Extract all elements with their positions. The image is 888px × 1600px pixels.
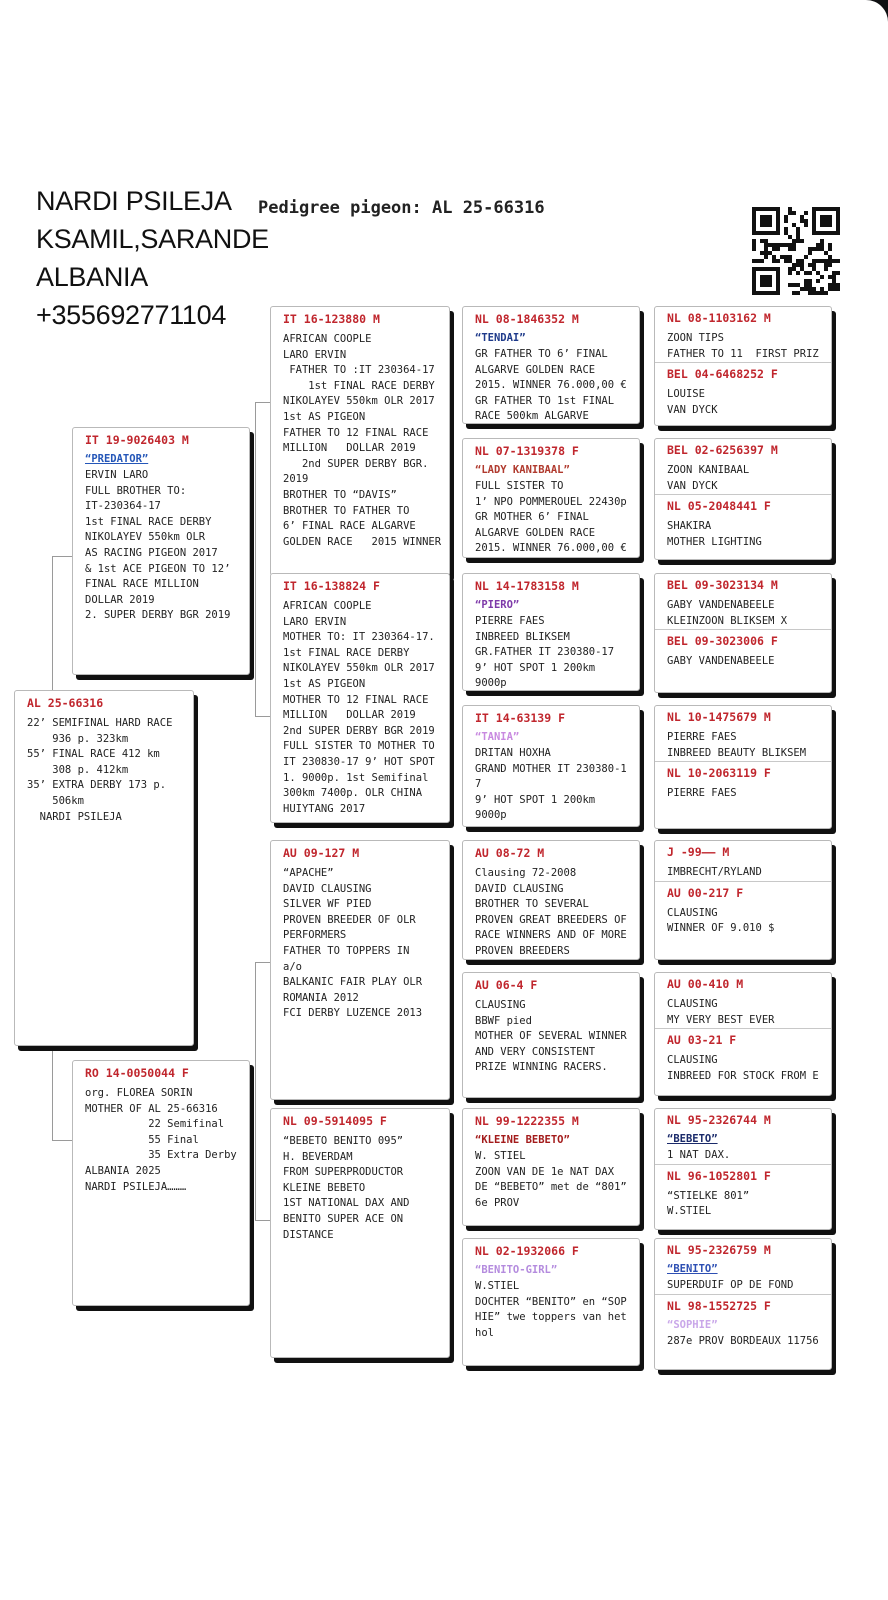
great-great-grandparent-pigeon-name: “SOPHIE” <box>667 1318 718 1331</box>
grandparent-line: MOTHER TO: IT 230364-17. <box>283 631 435 644</box>
grandparent-line: BENITO SUPER ACE ON <box>283 1212 404 1225</box>
grandparent-line: 1st FINAL RACE DERBY <box>283 646 410 659</box>
great-great-grandparent-ring-number: J -99—— M <box>667 845 730 859</box>
great-grandparent-ring-number: NL 08-1846352 M <box>475 312 579 326</box>
sire-line: ERVIN LARO <box>85 469 149 481</box>
grandparent-line: 2nd SUPER DERBY BGR 2019 <box>283 724 435 737</box>
great-great-grandparent-pair <box>654 438 832 560</box>
great-grandparent-line: AND VERY CONSISTENT <box>475 1045 596 1058</box>
owner-country: ALBANIA <box>36 262 148 292</box>
great-great-grandparent-ring-number: BEL 04-6468252 F <box>667 367 778 382</box>
great-grandparent-line: RACE 500km ALGARVE <box>475 410 589 423</box>
great-great-grandparent-ring-number: NL 08-1103162 M <box>667 311 771 325</box>
grandparent-line: BALKANIC FAIR PLAY OLR <box>283 976 423 989</box>
grandparent-line: AFRICAN COOPLE <box>283 600 372 612</box>
grandparent-line: MOTHER TO 12 FINAL RACE <box>283 693 429 706</box>
great-great-grandparent-line: ZOON KANIBAAL <box>667 464 750 476</box>
great-grandparent-line: GR FATHER TO 1st FINAL <box>475 394 615 407</box>
great-grandparent-line: hol <box>475 1326 494 1339</box>
great-great-grandparent-section <box>655 494 831 550</box>
great-grandparent-line: GR MOTHER 6’ FINAL <box>475 511 589 524</box>
grandparent-ring-number: NL 09-5914095 F <box>283 1114 387 1128</box>
grandparent-box <box>270 306 450 576</box>
dam-ring-number: RO 14-0050044 F <box>85 1066 189 1080</box>
great-great-grandparent-section <box>655 307 831 362</box>
grandparent-section <box>271 574 449 817</box>
great-grandparent-line: FULL SISTER TO <box>475 480 564 492</box>
sire-box <box>72 427 250 675</box>
grandparent-line: GOLDEN RACE 2015 WINNER <box>283 535 442 548</box>
great-grandparent-line: GR FATHER TO 6’ FINAL <box>475 348 608 360</box>
great-grandparent-box <box>462 438 640 558</box>
great-great-grandparent-line: MY VERY BEST EVER <box>667 1013 775 1026</box>
great-grandparent-box <box>462 306 640 424</box>
great-grandparent-line: DOCHTER “BENITO” en “SOP <box>475 1295 627 1308</box>
great-grandparent-line: 6e PROV <box>475 1196 520 1209</box>
great-grandparent-box <box>462 840 640 960</box>
great-grandparent-ring-number: AU 08-72 M <box>475 846 545 860</box>
subject-details <box>27 716 185 825</box>
sire-line: 2. SUPER DERBY BGR 2019 <box>85 609 231 622</box>
connector-line <box>255 402 270 403</box>
great-great-grandparent-section <box>655 574 831 629</box>
grandparent-line: “APACHE” <box>283 867 334 879</box>
page-title: Pedigree pigeon: AL 25-66316 <box>258 198 545 218</box>
grandparent-section <box>271 841 449 1022</box>
great-grandparent-pigeon-name: “LADY KANIBAAL” <box>475 464 570 476</box>
subject-line: 35’ EXTRA DERBY 173 p. <box>27 779 167 792</box>
grandparent-line: HUIYTANG 2017 <box>283 802 366 815</box>
great-great-grandparent-line: CLAUSING <box>667 1054 718 1067</box>
great-grandparent-line: PROVEN GREAT BREEDERS OF <box>475 913 627 926</box>
connector-line <box>255 962 256 1220</box>
connector-line <box>52 1140 72 1141</box>
great-great-grandparent-ring-number: BEL 09-3023006 F <box>667 634 778 649</box>
grandparent-line: LARO ERVIN <box>283 348 347 361</box>
great-grandparent-box <box>462 573 640 691</box>
great-great-grandparent-section <box>655 439 831 494</box>
sire-line: AS RACING PIGEON 2017 <box>85 546 218 559</box>
great-grandparent-line: W.STIEL <box>475 1280 520 1292</box>
sire-pigeon-name: “PREDATOR” <box>85 453 149 465</box>
great-grandparent-section <box>463 1109 639 1211</box>
sire-line: DOLLAR 2019 <box>85 593 155 606</box>
great-grandparent-line: HIE” twe toppers van het <box>475 1311 627 1324</box>
sire-line: IT-230364-17 <box>85 500 161 513</box>
connector-line <box>255 716 270 717</box>
grandparent-line: MILLION DOLLAR 2019 <box>283 442 416 455</box>
grandparent-line: NIKOLAYEV 550km OLR 2017 <box>283 395 435 408</box>
great-great-grandparent-line: ZOON TIPS <box>667 332 724 344</box>
great-grandparent-line: PRIZE WINNING RACERS. <box>475 1061 608 1074</box>
grandparent-line: 300km 7400p. OLR CHINA <box>283 787 423 800</box>
great-grandparent-line: DRITAN HOXHA <box>475 747 551 759</box>
great-great-grandparent-line: PIERRE FAES <box>667 731 737 743</box>
great-great-grandparent-ring-number: NL 98-1552725 F <box>667 1298 771 1313</box>
great-great-grandparent-line: 1 NAT DAX. <box>667 1149 731 1161</box>
great-great-grandparent-pair <box>654 573 832 693</box>
great-grandparent-line: 9’ HOT SPOT 1 200km <box>475 793 596 806</box>
great-grandparent-ring-number: NL 07-1319378 F <box>475 444 579 458</box>
great-great-grandparent-section <box>655 841 831 881</box>
great-grandparent-line: W. STIEL <box>475 1150 526 1162</box>
sire-details <box>85 468 241 624</box>
great-grandparent-line: 1’ NPO POMMEROUEL 22430p <box>475 495 627 508</box>
grandparent-line: 2nd SUPER DERBY BGR. <box>283 457 429 470</box>
grandparent-ring-number: IT 16-138824 F <box>283 579 380 593</box>
connector-line <box>52 556 53 690</box>
great-great-grandparent-section <box>655 973 831 1028</box>
great-great-grandparent-pigeon-name: “BEBETO” <box>667 1133 718 1145</box>
connector-line <box>255 402 256 716</box>
great-grandparent-line: CLAUSING <box>475 999 526 1011</box>
great-grandparent-section <box>463 973 639 1076</box>
great-great-grandparent-ring-number: BEL 09-3023134 M <box>667 578 778 592</box>
great-grandparent-pigeon-name: “PIERO” <box>475 599 520 611</box>
grandparent-ring-number: IT 16-123880 M <box>283 312 380 326</box>
great-grandparent-box <box>462 705 640 827</box>
grandparent-line: BROTHER TO “DAVIS” <box>283 488 397 501</box>
grandparent-line: ROMANIA 2012 <box>283 991 359 1004</box>
great-grandparent-line: GRAND MOTHER IT 230380-1 <box>475 762 627 775</box>
grandparent-box <box>270 840 450 1100</box>
great-great-grandparent-pigeon-name: “BENITO” <box>667 1263 718 1275</box>
great-great-grandparent-pair <box>654 1238 832 1370</box>
grandparent-ring-number: AU 09-127 M <box>283 846 360 860</box>
grandparent-line: 1st AS PIGEON <box>283 677 366 690</box>
grandparent-line: BROTHER TO FATHER TO <box>283 504 410 517</box>
great-great-grandparent-line: CLAUSING <box>667 906 718 919</box>
dam-line: 35 Extra Derby <box>85 1149 237 1162</box>
great-great-grandparent-section <box>655 1164 831 1220</box>
connector-line <box>52 556 72 557</box>
great-great-grandparent-ring-number: AU 03-21 F <box>667 1033 737 1048</box>
great-grandparent-line: PROVEN BREEDERS <box>475 944 570 957</box>
great-grandparent-line: DE “BEBETO” met de “801” <box>475 1181 627 1194</box>
great-grandparent-section <box>463 841 639 960</box>
great-great-grandparent-line: CLAUSING <box>667 998 718 1010</box>
great-grandparent-pigeon-name: “BENITO-GIRL” <box>475 1264 558 1276</box>
great-great-grandparent-ring-number: NL 95-2326744 M <box>667 1113 771 1127</box>
grandparent-line: a/o <box>283 960 302 973</box>
great-great-grandparent-line: W.STIEL <box>667 1205 712 1218</box>
sire-line: FINAL RACE MILLION <box>85 578 199 591</box>
dam-line: MOTHER OF AL 25-66316 <box>85 1102 218 1115</box>
dam-details <box>85 1086 241 1195</box>
great-great-grandparent-line: SUPERDUIF OP DE FOND <box>667 1279 794 1291</box>
connector-line <box>255 962 270 963</box>
great-grandparent-ring-number: NL 99-1222355 M <box>475 1114 579 1128</box>
grandparent-line: KLEINE BEBETO <box>283 1181 366 1194</box>
grandparent-line: NIKOLAYEV 550km OLR 2017 <box>283 662 435 675</box>
great-grandparent-line: INBREED BLIKSEM <box>475 630 570 643</box>
great-great-grandparent-section <box>655 761 831 802</box>
subject-line: 936 p. 323km <box>27 732 129 745</box>
grandparent-line: MILLION DOLLAR 2019 <box>283 709 416 722</box>
grandparent-line: DAVID CLAUSING <box>283 882 372 895</box>
great-great-grandparent-ring-number: NL 05-2048441 F <box>667 499 771 514</box>
owner-name: NARDI PSILEJA <box>36 186 232 216</box>
great-great-grandparent-section <box>655 362 831 418</box>
great-great-grandparent-line: GABY VANDENABEELE <box>667 655 775 668</box>
connector-line <box>52 1040 53 1140</box>
grandparent-line: PERFORMERS <box>283 929 347 942</box>
grandparent-line: FATHER TO :IT 230364-17 <box>283 364 435 377</box>
great-grandparent-section <box>463 439 639 557</box>
grandparent-section <box>271 307 449 550</box>
great-grandparent-line: RACE WINNERS AND OF MORE <box>475 929 627 942</box>
great-grandparent-line: 7 <box>475 778 482 791</box>
great-great-grandparent-ring-number: NL 96-1052801 F <box>667 1168 771 1183</box>
grandparent-line: FULL SISTER TO MOTHER TO <box>283 740 435 753</box>
great-great-grandparent-section <box>655 629 831 670</box>
great-grandparent-line: BBWF pied <box>475 1014 532 1027</box>
great-grandparent-ring-number: NL 02-1932066 F <box>475 1244 579 1258</box>
great-grandparent-line: PIERRE FAES <box>475 615 545 627</box>
owner-phone: +355692771104 <box>36 300 227 330</box>
great-grandparent-line: MOTHER OF SEVERAL WINNER <box>475 1030 627 1043</box>
great-grandparent-pigeon-name: “KLEINE BEBETO” <box>475 1134 570 1146</box>
great-grandparent-section <box>463 307 639 424</box>
grandparent-line: FATHER TO 12 FINAL RACE <box>283 426 429 439</box>
connector-line <box>255 1220 270 1221</box>
qr-code <box>752 207 840 295</box>
great-great-grandparent-line: INBREED BEAUTY BLIKSEM <box>667 746 807 759</box>
grandparent-line: PROVEN BREEDER OF OLR <box>283 913 416 926</box>
grandparent-line: FCI DERBY LUZENCE 2013 <box>283 1007 423 1020</box>
great-grandparent-line: ALGARVE GOLDEN RACE <box>475 363 596 376</box>
great-grandparent-box <box>462 972 640 1098</box>
grandparent-line: DISTANCE <box>283 1228 334 1241</box>
great-grandparent-ring-number: IT 14-63139 F <box>475 711 566 725</box>
great-grandparent-line: 9000p <box>475 677 507 690</box>
great-great-grandparent-line: LOUISE <box>667 388 705 401</box>
grandparent-line: 1st AS PIGEON <box>283 410 366 423</box>
great-great-grandparent-pair <box>654 972 832 1096</box>
great-great-grandparent-line: INBREED FOR STOCK FROM E <box>667 1069 819 1082</box>
great-grandparent-section <box>463 706 639 824</box>
grandparent-box <box>270 1108 450 1358</box>
great-great-grandparent-ring-number: AU 00-217 F <box>667 885 744 900</box>
great-grandparent-section <box>463 574 639 691</box>
great-great-grandparent-section <box>655 1109 831 1164</box>
dam-line: 55 Final <box>85 1133 199 1146</box>
grandparent-box <box>270 573 450 823</box>
great-grandparent-line: 2015. WINNER 76.000,00 € <box>475 542 627 555</box>
great-great-grandparent-line: SHAKIRA <box>667 520 712 533</box>
great-grandparent-line: ZOON VAN DE 1e NAT DAX <box>475 1165 615 1178</box>
great-great-grandparent-line: GABY VANDENABEELE <box>667 599 775 611</box>
grandparent-line: 1st FINAL RACE DERBY <box>283 379 435 392</box>
grandparent-section <box>271 1109 449 1243</box>
great-great-grandparent-section <box>655 706 831 761</box>
dam-section <box>73 1061 249 1195</box>
great-great-grandparent-ring-number: AU 00-410 M <box>667 977 744 991</box>
subject-line: 22’ SEMIFINAL HARD RACE <box>27 717 173 729</box>
great-grandparent-box <box>462 1108 640 1226</box>
grandparent-line: “BEBETO BENITO 095” <box>283 1135 404 1147</box>
sire-ring-number: IT 19-9026403 M <box>85 433 189 447</box>
great-grandparent-line: 9000p <box>475 809 507 822</box>
great-great-grandparent-pair <box>654 1108 832 1230</box>
grandparent-line: FROM SUPERPRODUCTOR <box>283 1166 404 1179</box>
great-grandparent-line: ALGARVE GOLDEN RACE <box>475 526 596 539</box>
great-grandparent-ring-number: NL 14-1783158 M <box>475 579 579 593</box>
dam-box <box>72 1060 250 1306</box>
grandparent-line: 1ST NATIONAL DAX AND <box>283 1197 410 1210</box>
great-great-grandparent-line: MOTHER LIGHTING <box>667 535 762 548</box>
great-great-grandparent-pair <box>654 306 832 426</box>
sire-line: 1st FINAL RACE DERBY <box>85 515 212 528</box>
great-great-grandparent-section <box>655 881 831 937</box>
great-great-grandparent-line: “STIELKE 801” <box>667 1189 750 1202</box>
dam-line: 22 Semifinal <box>85 1118 225 1131</box>
great-great-grandparent-line: IMBRECHT/RYLAND <box>667 866 762 878</box>
subject-line: NARDI PSILEJA <box>27 810 122 823</box>
great-grandparent-ring-number: AU 06-4 F <box>475 978 538 992</box>
grandparent-line: 2019 <box>283 473 309 486</box>
dam-line: ALBANIA 2025 <box>85 1164 161 1177</box>
grandparent-line: 1. 9000p. 1st Semifinal <box>283 771 429 784</box>
great-great-grandparent-ring-number: NL 95-2326759 M <box>667 1243 771 1257</box>
great-great-grandparent-line: KLEINZOON BLIKSEM X <box>667 614 788 627</box>
great-great-grandparent-pair <box>654 705 832 829</box>
grandparent-line: IT 230830-17 9’ HOT SPOT <box>283 755 435 768</box>
great-great-grandparent-line: WINNER OF 9.010 $ <box>667 922 775 935</box>
subject-box <box>14 690 194 1046</box>
great-great-grandparent-section <box>655 1239 831 1294</box>
great-grandparent-box <box>462 1238 640 1366</box>
sire-line: & 1st ACE PIGEON TO 12’ <box>85 562 231 575</box>
great-great-grandparent-ring-number: NL 10-1475679 M <box>667 710 771 724</box>
grandparent-line: LARO ERVIN <box>283 615 347 628</box>
great-great-grandparent-ring-number: BEL 02-6256397 M <box>667 443 778 457</box>
great-great-grandparent-pair <box>654 840 832 960</box>
great-grandparent-line: BROTHER TO SEVERAL <box>475 898 589 911</box>
subject-line: 308 p. 412km <box>27 763 129 776</box>
owner-location: KSAMIL,SARANDE <box>36 224 269 254</box>
great-grandparent-line: Clausing 72-2008 <box>475 867 577 879</box>
subject-line: 55’ FINAL RACE 412 km <box>27 748 160 761</box>
great-great-grandparent-line: VAN DYCK <box>667 403 718 416</box>
great-grandparent-section <box>463 1239 639 1341</box>
subject-section <box>15 691 193 825</box>
dam-line: NARDI PSILEJA……… <box>85 1180 187 1193</box>
great-great-grandparent-section <box>655 1028 831 1084</box>
sire-line: NIKOLAYEV 550km OLR <box>85 531 206 544</box>
subject-line: 506km <box>27 794 84 807</box>
grandparent-line: SILVER WF PIED <box>283 898 372 911</box>
great-grandparent-line: 9’ HOT SPOT 1 200km <box>475 661 596 674</box>
great-great-grandparent-line: VAN DYCK <box>667 479 718 492</box>
great-grandparent-pigeon-name: “TANIA” <box>475 731 520 743</box>
subject-ring-number: AL 25-66316 <box>27 696 104 710</box>
great-grandparent-pigeon-name: “TENDAI” <box>475 332 526 344</box>
great-grandparent-line: 2015. WINNER 76.000,00 € <box>475 379 627 392</box>
grandparent-line: AFRICAN COOPLE <box>283 333 372 345</box>
great-grandparent-line: GR.FATHER IT 230380-17 <box>475 646 615 659</box>
great-great-grandparent-line: FATHER TO 11 FIRST PRIZ <box>667 347 819 360</box>
great-grandparent-line: DAVID CLAUSING <box>475 882 564 895</box>
grandparent-line: 6’ FINAL RACE ALGARVE <box>283 520 416 533</box>
great-great-grandparent-ring-number: NL 10-2063119 F <box>667 766 771 781</box>
great-great-grandparent-line: 287e PROV BORDEAUX 11756 <box>667 1334 819 1347</box>
grandparent-line: FATHER TO TOPPERS IN <box>283 944 410 957</box>
great-great-grandparent-section <box>655 1294 831 1350</box>
sire-section <box>73 428 249 624</box>
great-great-grandparent-line: PIERRE FAES <box>667 787 737 800</box>
dam-line: org. FLOREA SORIN <box>85 1087 193 1099</box>
grandparent-line: H. BEVERDAM <box>283 1150 353 1163</box>
sire-line: FULL BROTHER TO: <box>85 484 187 497</box>
owner-info <box>36 182 269 334</box>
